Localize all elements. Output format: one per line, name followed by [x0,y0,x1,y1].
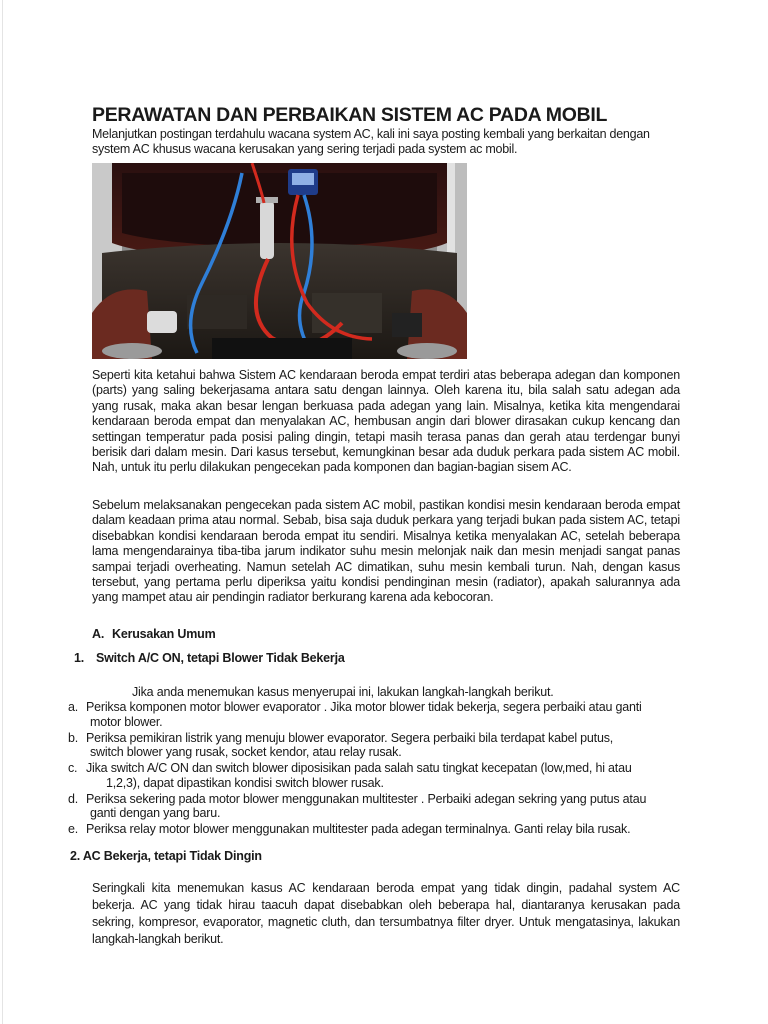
list-item-label: b. [68,730,79,745]
list-item-text: Periksa sekering pada motor blower menggunakan multitester . Perbaiki adegan sekring yang putus atau [86,791,647,806]
list-item [68,822,682,837]
engine-ac-service-photo [92,163,467,359]
intro-paragraph: Melanjutkan postingan terdahulu wacana system AC, kali ini saya posting kembali yang berkaitan dengan system AC khusus wacana kerusakan yang sering terjadi pada system ac mobil. [92,127,650,156]
section-heading-a [92,627,216,641]
list-item-text: Periksa komponen motor blower evaporator . Jika motor blower tidak bekerja, segera perbaiki atau ganti [86,700,642,714]
list-item [68,731,682,760]
list-item-text: Periksa relay motor blower menggunakan multitester pada adegan terminalnya. Ganti relay bila rusak. [86,822,631,836]
engine-bay-illustration [92,163,467,359]
section-heading-2: 2. AC Bekerja, tetapi Tidak Dingin [70,849,262,863]
list-item-label: d. [68,791,79,806]
list-item-text-cont: switch blower yang rusak, socket kendor, atau relay rusak. [90,745,402,759]
list-item-text-cont: 1,2,3), dapat dipastikan kondisi switch blower rusak. [106,775,384,790]
section-heading-1-label: Switch A/C ON, tetapi Blower Tidak Bekerja [96,651,345,665]
list-item-text: Periksa pemikiran listrik yang menuju blower evaporator. Segera perbaiki bila terdapat kabel putus, [86,730,614,745]
list-item [68,761,682,790]
list-item [68,792,682,821]
paragraph-pre-check: Sebelum melaksanakan pengecekan pada sistem AC mobil, pastikan kondisi mesin kendaraan beroda empat dalam keadaan prima atau normal. Sebab, bisa saja duduk perkara yang terjadi bukan pada sistem AC, tetapi disebabkan kondisi kendaraan beroda empat itu sendiri. Misalnya ketika menyalakan AC, setelah beberapa lama mengendarainya tiba-tiba jarum indikator suhu mesin melonjak naik dan mesin menjadi sangat panas sampai terjadi overheating. Namun setelah AC dimatikan, suhu mesin kembali turun. Nah, dengan kasus tersebut, yang pertama perlu diperiksa yaitu kondisi pendinginan mesin (radiator), apakah salurannya ada yang mampet atau air pendingin radiator berkurang karena ada kebocoran. [92,498,680,605]
list-item [68,700,682,729]
paragraph-ac-overview: Seperti kita ketahui bahwa Sistem AC kendaraan beroda empat terdiri atas beberapa adegan dan komponen (parts) yang saling bekerjasama antara satu dengan lainnya. Oleh karena itu, bila salah satu adegan ada yang rusak, maka akan besar lengan berkuasa pada adegan yang lain. Misalnya, ketika kita mengendarai kendaraan beroda empat dan menyalakan AC, hembusan angin dari blower dirasakan cukup kencang dan settingan temperatur pada posisi paling dingin, tetapi masih terasa panas dan gerah atau terdengar bunyi berisik dari dalam mesin. Dari kasus tersebut, kemungkinan besar ada duduk perkara pada sistem AC mobil. Nah, untuk itu perlu dilakukan pengecekan pada komponen dan bagian-bagian sisem AC. [92,368,680,475]
list-item-label: e. [68,822,79,836]
section-heading-a-label: Kerusakan Umum [112,627,216,641]
list-item-text-cont: motor blower. [90,714,163,729]
list-item-text-cont: ganti dengan yang baru. [90,806,221,820]
section-heading-1 [74,651,345,665]
section-heading-a-number: A. [92,627,105,641]
list-item-label: a. [68,700,79,714]
page-edge [2,0,3,1024]
section-1-lead-text: Jika anda menemukan kasus menyerupai ini, lakukan langkah-langkah berikut. [132,685,554,699]
steps-list [68,700,682,838]
list-item-label: c. [68,761,78,775]
section-heading-1-number: 1. [74,651,85,665]
page-title: PERAWATAN DAN PERBAIKAN SISTEM AC PADA MOBIL [92,104,608,126]
list-item-text: Jika switch A/C ON dan switch blower diposisikan pada salah satu tingkat kecepatan (low,med, hi atau [86,761,632,775]
paragraph-ac-not-cold: Seringkali kita menemukan kasus AC kendaraan beroda empat yang tidak dingin, padahal system AC bekerja. AC yang tidak hirau taacuh dapat disebabkan oleh beberapa hal, diantaranya kerusakan pada sekring, kompresor, evaporator, magnetic cluth, dan tersumbatnya filter dryer. Untuk mengatasinya, lakukan langkah-langkah berikut. [92,881,680,946]
